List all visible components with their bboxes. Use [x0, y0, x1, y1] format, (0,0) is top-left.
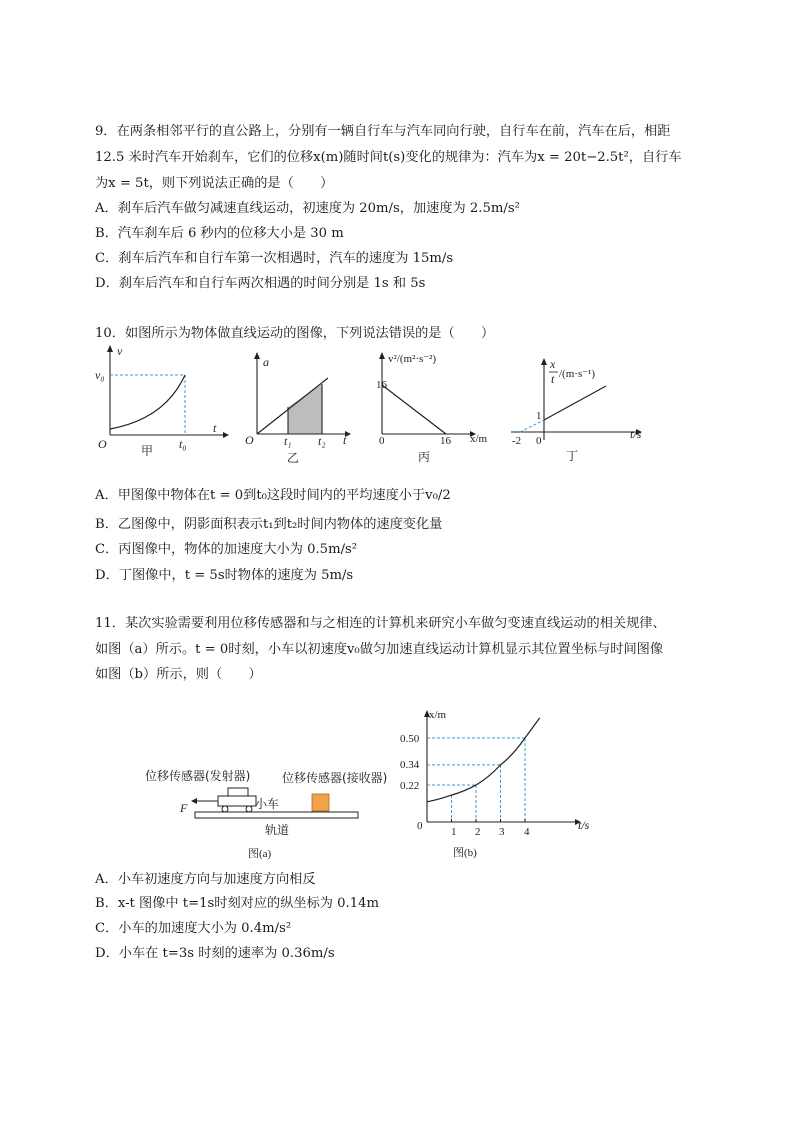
ding-xlabel: t/s — [630, 427, 642, 441]
q9-option-d: D．刹车后汽车和自行车两次相遇的时间分别是 1s 和 5s — [95, 276, 426, 291]
yi-caption: 乙 — [287, 451, 300, 465]
fig-b-origin: 0 — [417, 820, 423, 832]
q9-option-c: C．刹车后汽车和自行车第一次相遇时，汽车的速度为 15m/s — [95, 251, 454, 266]
receiver-label: 位移传感器(接收器) — [282, 771, 388, 785]
car-label: 小车 — [255, 797, 280, 811]
fig-b-ytick-034: 0.34 — [400, 759, 420, 771]
q9-stem-line1: 9．在两条相邻平行的直公路上，分别有一辆自行车与汽车同向行驶，自行车在前，汽车在后，相距 — [95, 124, 671, 139]
graph-ding — [506, 356, 656, 466]
yi-origin: O — [245, 433, 254, 447]
q10-option-a: A．甲图像中物体在t = 0到t₀这段时间内的平均速度小于v₀/2 — [95, 488, 451, 503]
car-body — [218, 796, 256, 806]
fig-b-ytick-050: 0.50 — [400, 733, 420, 745]
fig-b-xtick-1: 1 — [451, 826, 457, 838]
bing-origin: 0 — [379, 435, 385, 447]
ding-ytick: 1 — [536, 410, 542, 422]
q10-option-b: B．乙图像中，阴影面积表示t₁到t₂时间内物体的速度变化量 — [95, 517, 443, 532]
jia-xtick: t₀ — [179, 437, 187, 451]
q11-stem-line2: 如图（a）所示。t = 0时刻，小车以初速度v₀做匀加速直线运动计算机显示其位置坐标与时间图像 — [95, 642, 664, 657]
q10-option-c: C．丙图像中，物体的加速度大小为 0.5m/s² — [95, 542, 358, 557]
fig-b-curve — [427, 718, 540, 802]
bing-caption: 丙 — [418, 450, 431, 464]
q11-option-a: A．小车初速度方向与加速度方向相反 — [95, 872, 316, 887]
jia-caption: 甲 — [141, 444, 154, 458]
track-label: 轨道 — [265, 823, 290, 837]
fig-b-xtick-4: 4 — [524, 826, 530, 838]
jia-curve — [110, 375, 185, 429]
jia-ylabel: v — [117, 344, 123, 358]
jia-xlabel: t — [213, 421, 217, 435]
bing-ylabel: v²/(m²·s⁻²) — [388, 353, 437, 365]
q11-stem-line3: 如图（b）所示，则（ ） — [95, 667, 262, 682]
jia-origin: O — [98, 437, 107, 451]
graph-bing — [372, 348, 502, 463]
ding-ylabel-unit: /(m·s⁻¹) — [559, 368, 595, 380]
yi-shaded-area — [288, 384, 322, 434]
graph-yi — [243, 352, 358, 467]
fig-b-xtick-3: 3 — [499, 826, 505, 838]
q11-stem-line1: 11．某次实验需要利用位移传感器和与之相连的计算机来研究小车做匀变速直线运动的相关规律、 — [95, 616, 666, 631]
fig-b-xlabel: t/s — [578, 818, 590, 832]
bing-ytick: 16 — [376, 379, 387, 391]
q11-option-d: D．小车在 t=3s 时刻的速率为 0.36m/s — [95, 946, 335, 961]
figure-b — [395, 702, 605, 864]
ding-ylabel-den: t — [551, 372, 555, 386]
emitter-label: 位移传感器(发射器) — [145, 769, 251, 783]
q11-option-c: C．小车的加速度大小为 0.4m/s² — [95, 921, 292, 936]
yi-xtick-1: t₁ — [284, 434, 292, 448]
bing-line — [382, 385, 446, 434]
q9-stem-line3: 为x = 5t，则下列说法正确的是（ ） — [95, 176, 334, 191]
ding-xtick: -2 — [512, 435, 522, 447]
q9-option-b: B．汽车刹车后 6 秒内的位移大小是 30 m — [95, 226, 344, 241]
force-label: F — [180, 801, 188, 815]
yi-ylabel: a — [263, 355, 269, 369]
bing-xlabel: x/m — [470, 433, 488, 445]
fig-b-ylabel: x/m — [429, 709, 447, 721]
yi-xtick-2: t₂ — [318, 434, 326, 448]
q10-stem: 10．如图所示为物体做直线运动的图像，下列说法错误的是（ ） — [95, 326, 495, 341]
ding-line — [544, 386, 606, 420]
ding-origin: 0 — [536, 435, 542, 447]
graph-jia — [95, 345, 230, 460]
fig-a-caption: 图(a) — [248, 848, 272, 860]
ding-caption: 丁 — [566, 449, 579, 463]
jia-ytick: v₀ — [95, 368, 105, 382]
yi-xlabel: t — [343, 433, 347, 447]
receiver-box — [312, 794, 329, 811]
fig-b-caption: 图(b) — [453, 847, 477, 859]
track — [195, 812, 358, 818]
fig-b-xtick-2: 2 — [475, 826, 481, 838]
q10-option-d: D．丁图像中，t = 5s时物体的速度为 5m/s — [95, 568, 354, 583]
figure-a — [140, 765, 388, 865]
q9-stem-line2: 12.5 米时汽车开始刹车，它们的位移x(m)随时间t(s)变化的规律为：汽车为x = 20t−2.5t²，自行车 — [95, 150, 682, 165]
bing-xtick: 16 — [440, 435, 451, 447]
fig-b-ytick-022: 0.22 — [400, 780, 420, 792]
q9-option-a: A．刹车后汽车做匀减速直线运动，初速度为 20m/s，加速度为 2.5m/s² — [95, 201, 520, 216]
q11-option-b: B．x-t 图像中 t=1s时刻对应的纵坐标为 0.14m — [95, 896, 380, 911]
ding-ylabel-num: x — [550, 357, 556, 371]
